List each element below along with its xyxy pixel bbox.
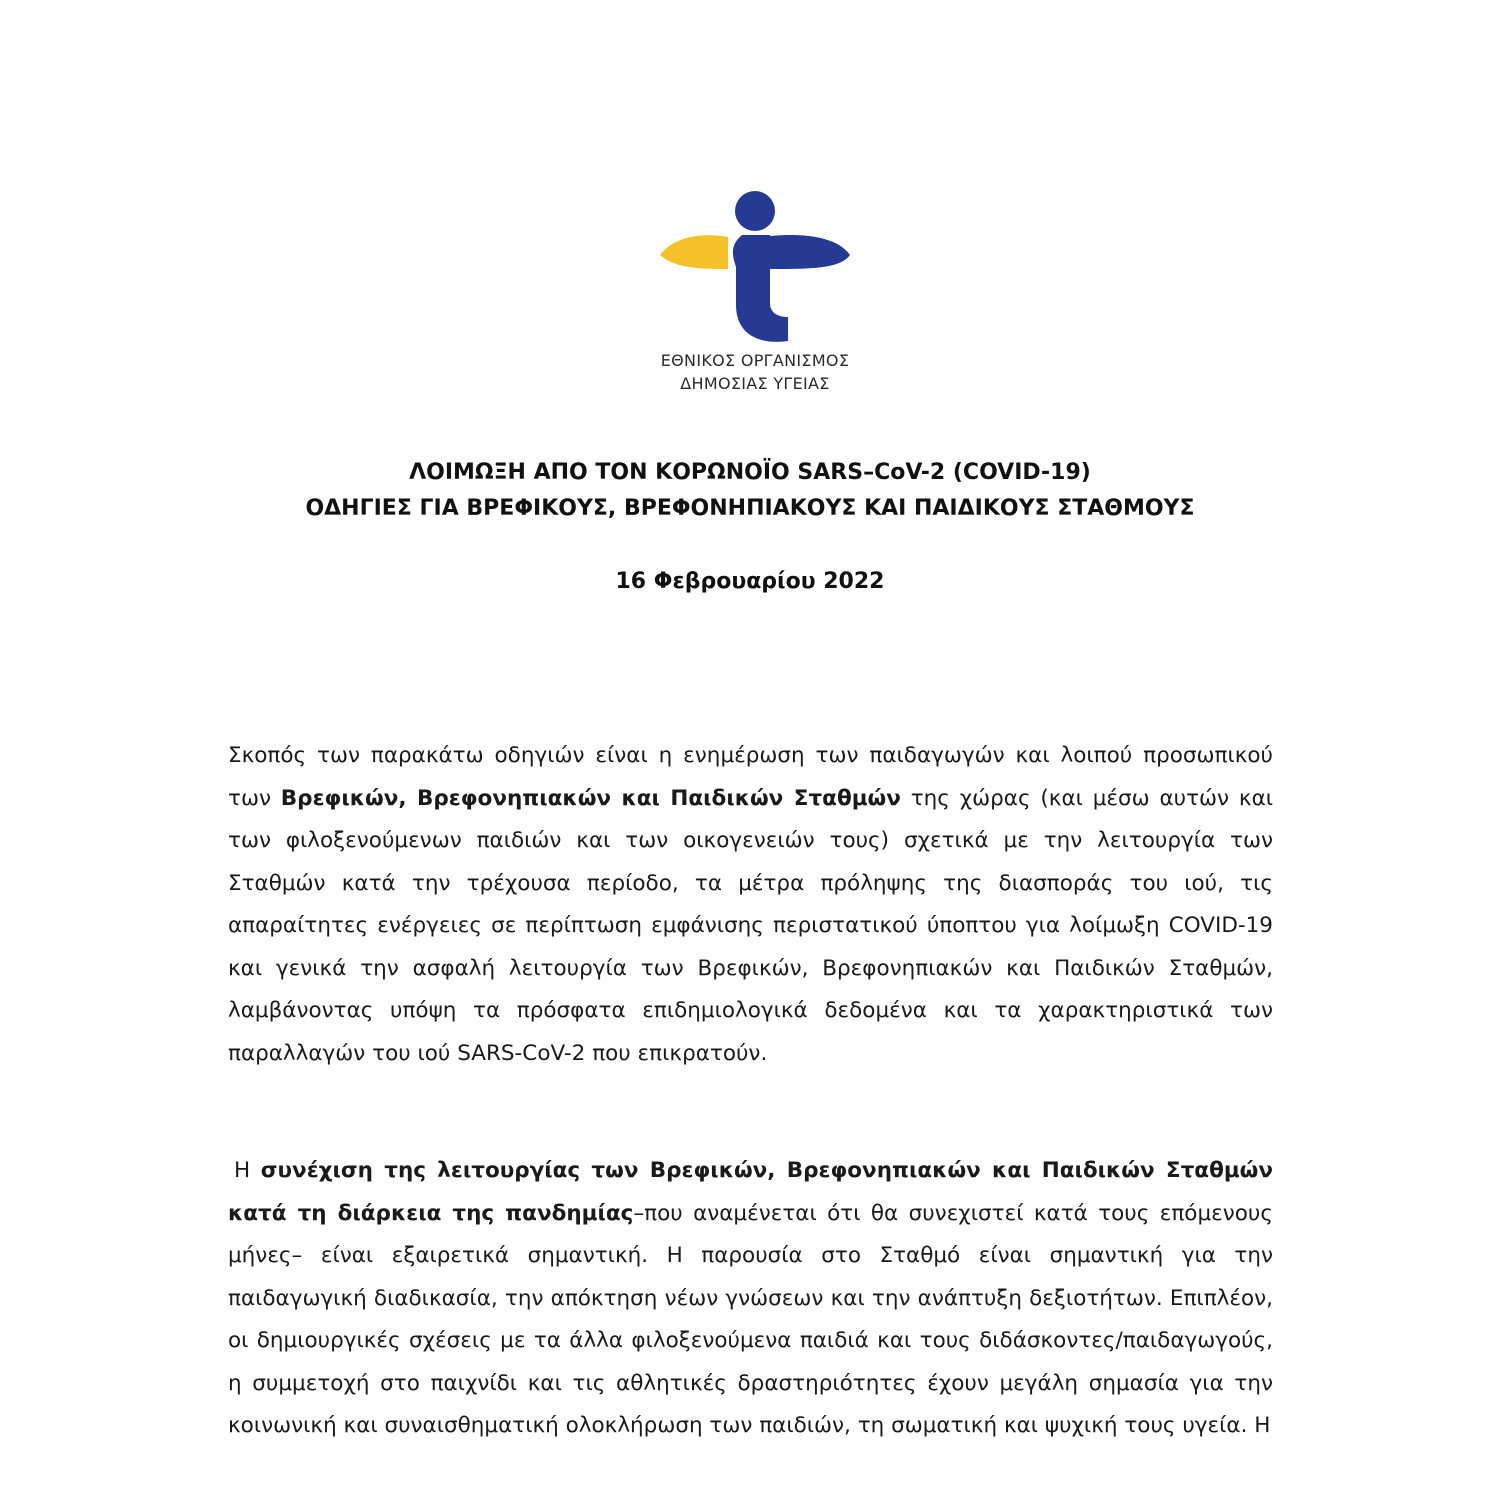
document-title: [150, 455, 1350, 527]
title-line-1: ΛΟΙΜΩΞΗ ΑΠΟ ΤΟΝ ΚΟΡΩΝΟΪΟ SARS–CoV-2 (COVID-19): [409, 460, 1091, 485]
intro-paragraph: [228, 735, 1273, 1075]
paragraph-text: Η: [234, 1158, 261, 1183]
eody-logo: [650, 185, 860, 345]
continuation-paragraph: [228, 1150, 1273, 1448]
paragraph-text: Σκοπός των παρακάτω οδηγιών είναι η ενημέρωση των παιδαγωγών και λοιπού προσωπικού των: [228, 743, 1273, 811]
paragraph-text: της χώρας (και μέσω αυτών και των φιλοξενούμενων παιδιών και των οικογενειών τους) σχετικά με την λειτουργία των Σταθμών κατά την τρέχουσα περίοδο, τα μέτρα πρόληψης της διασποράς του ιού, τις απαραίτητες ενέργειες σε περίπτωση εμφάνισης περιστατικού ύποπτου για λοίμωξη COVID-19 και γενικά την ασφαλή λειτουργία των Βρεφικών, Βρεφονηπιακών και Παιδικών Σταθμών, λαμβάνοντας υπόψη τα πρόσφατα επιδημιολογικά δεδομένα και τα χαρακτηριστικά των παραλλαγών του ιού SARS-CoV-2 που επικρατούν.: [228, 785, 1274, 1066]
paragraph-text: –που αναμένεται ότι θα συνεχιστεί κατά τους επόμενους μήνες– είναι εξαιρετικά σημαντική. Η παρουσία στο Σταθμό είναι σημαντική για την παιδαγωγική διαδικασία, την απόκτηση νέων γνώσεων και την ανάπτυξη δεξιοτήτων. Επιπλέον, οι δημιουργικές σχέσεις με τα άλλα φιλοξενούμενα παιδιά και τους διδάσκοντες/παιδαγωγούς, η συμμετοχή στο παιχνίδι και τις αθλητικές δραστηριότητες έχουν μεγάλη σημασία για την κοινωνική και συναισθηματική ολοκλήρωση των παιδιών, τη σωματική και ψυχική τους υγεία. Η: [228, 1200, 1273, 1438]
organization-name: [555, 349, 955, 395]
logo-blue-head: [735, 191, 775, 231]
logo-yellow-wing: [660, 235, 728, 269]
org-line-1: ΕΘΝΙΚΟΣ ΟΡΓΑΝΙΣΜΟΣ: [660, 351, 850, 370]
paragraph-bold-text: Βρεφικών, Βρεφονηπιακών και Παιδικών Σταθμών: [280, 785, 901, 811]
document-date: 16 Φεβρουαρίου 2022: [615, 569, 885, 594]
paragraph-bold-text: συνέχιση της λειτουργίας των Βρεφικών, Βρεφονηπιακών και Παιδικών Σταθμών κατά τη διάρκεια της πανδημίας: [228, 1158, 1273, 1226]
title-line-2: ΟΔΗΓΙΕΣ ΓΙΑ ΒΡΕΦΙΚΟΥΣ, ΒΡΕΦΟΝΗΠΙΑΚΟΥΣ ΚΑΙ ΠΑΙΔΙΚΟΥΣ ΣΤΑΘΜΟΥΣ: [305, 496, 1195, 521]
logo-blue-arm: [762, 235, 850, 269]
org-line-2: ΔΗΜΟΣΙΑΣ ΥΓΕΙΑΣ: [680, 374, 830, 393]
